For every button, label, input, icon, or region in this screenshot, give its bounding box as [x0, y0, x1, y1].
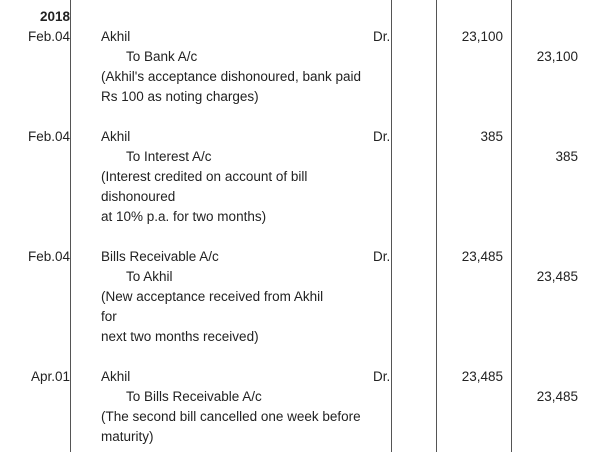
entry-date: Feb.04 — [27, 129, 70, 144]
dr-marker: Dr. — [373, 369, 391, 384]
narration-line: Rs 100 as noting charges) — [101, 89, 259, 104]
narration-line: for — [101, 309, 117, 324]
column-divider-lf — [436, 0, 437, 452]
narration-line: maturity) — [101, 429, 154, 444]
narration-line: dishonoured — [101, 189, 176, 204]
narration-line: at 10% p.a. for two months) — [101, 209, 267, 224]
column-divider-debit — [511, 0, 512, 452]
credit-account: To Bank A/c — [126, 49, 198, 64]
debit-amount: 23,485 — [461, 369, 503, 384]
credit-amount: 385 — [555, 149, 578, 164]
credit-account: To Interest A/c — [126, 149, 212, 164]
debit-account: Akhil — [101, 129, 131, 144]
debit-account: Akhil — [101, 29, 131, 44]
dr-marker: Dr. — [373, 129, 391, 144]
credit-amount: 23,485 — [536, 269, 578, 284]
debit-amount: 385 — [480, 129, 503, 144]
year-heading: 2018 — [39, 9, 70, 24]
entry-date: Feb.04 — [27, 29, 70, 44]
entry-date: Apr.01 — [30, 369, 70, 384]
debit-account: Bills Receivable A/c — [101, 249, 219, 264]
entry-date: Feb.04 — [27, 249, 70, 264]
credit-amount: 23,485 — [536, 389, 578, 404]
debit-account: Akhil — [101, 369, 131, 384]
credit-account: To Akhil — [126, 269, 173, 284]
narration-line: (New acceptance received from Akhil — [101, 289, 324, 304]
debit-amount: 23,100 — [461, 29, 503, 44]
column-divider-particulars — [391, 0, 392, 452]
credit-amount: 23,100 — [536, 49, 578, 64]
debit-amount: 23,485 — [461, 249, 503, 264]
column-divider-date — [70, 0, 71, 452]
narration-line: (Interest credited on account of bill — [101, 169, 308, 184]
narration-line: (The second bill cancelled one week before — [101, 409, 361, 424]
dr-marker: Dr. — [373, 249, 391, 264]
credit-account: To Bills Receivable A/c — [126, 389, 262, 404]
narration-line: (Akhil's acceptance dishonoured, bank paid — [101, 69, 361, 84]
dr-marker: Dr. — [373, 29, 391, 44]
narration-line: next two months received) — [101, 329, 259, 344]
